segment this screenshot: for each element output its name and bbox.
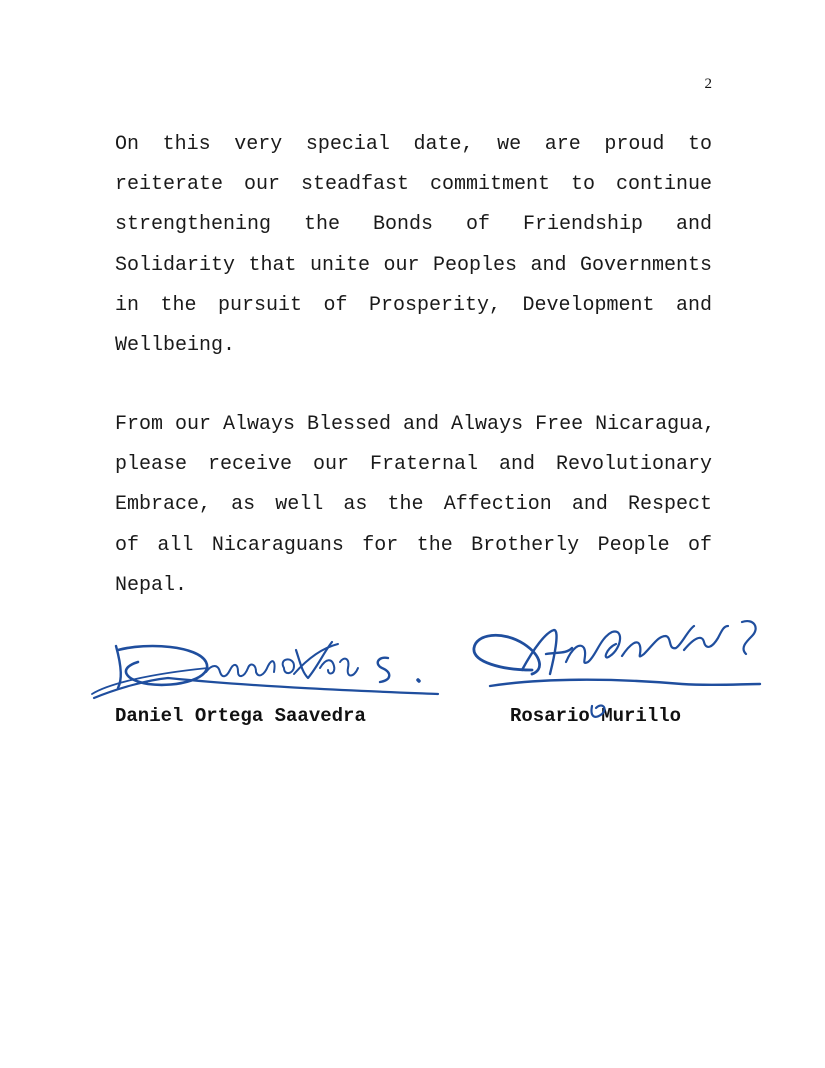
paragraph-line: in the pursuit of Prosperity, Development and (115, 293, 712, 317)
paragraph-line: strengthening the Bonds of Friendship and (115, 213, 712, 237)
paragraph-line: Solidarity that unite our Peoples and Governments (115, 253, 712, 277)
paragraph-commitment (115, 125, 712, 366)
page-number: 2 (704, 76, 712, 92)
paragraph-line: Nepal. (115, 573, 188, 597)
signature-daniel-ortega (88, 628, 448, 706)
signature-rosario-murillo (462, 608, 767, 726)
paragraph-line: On this very special date, we are proud to (115, 133, 712, 156)
signatory-name-right: Rosario Murillo (510, 705, 682, 727)
paragraph-line: From our Always Blessed and Always Free Nicaragua, (115, 413, 716, 436)
paragraph-line: Embrace, as well as the Affection and Respect (115, 493, 712, 517)
paragraph-line: please receive our Fraternal and Revolutionary (115, 453, 712, 477)
paragraph-greeting (115, 405, 716, 606)
paragraph-line: reiterate our steadfast commitment to continue (115, 173, 712, 197)
paragraph-line: Wellbeing. (115, 334, 236, 358)
paragraph-line: of all Nicaraguans for the Brotherly People of (115, 533, 712, 557)
signatory-name-left: Daniel Ortega Saavedra (115, 705, 366, 727)
